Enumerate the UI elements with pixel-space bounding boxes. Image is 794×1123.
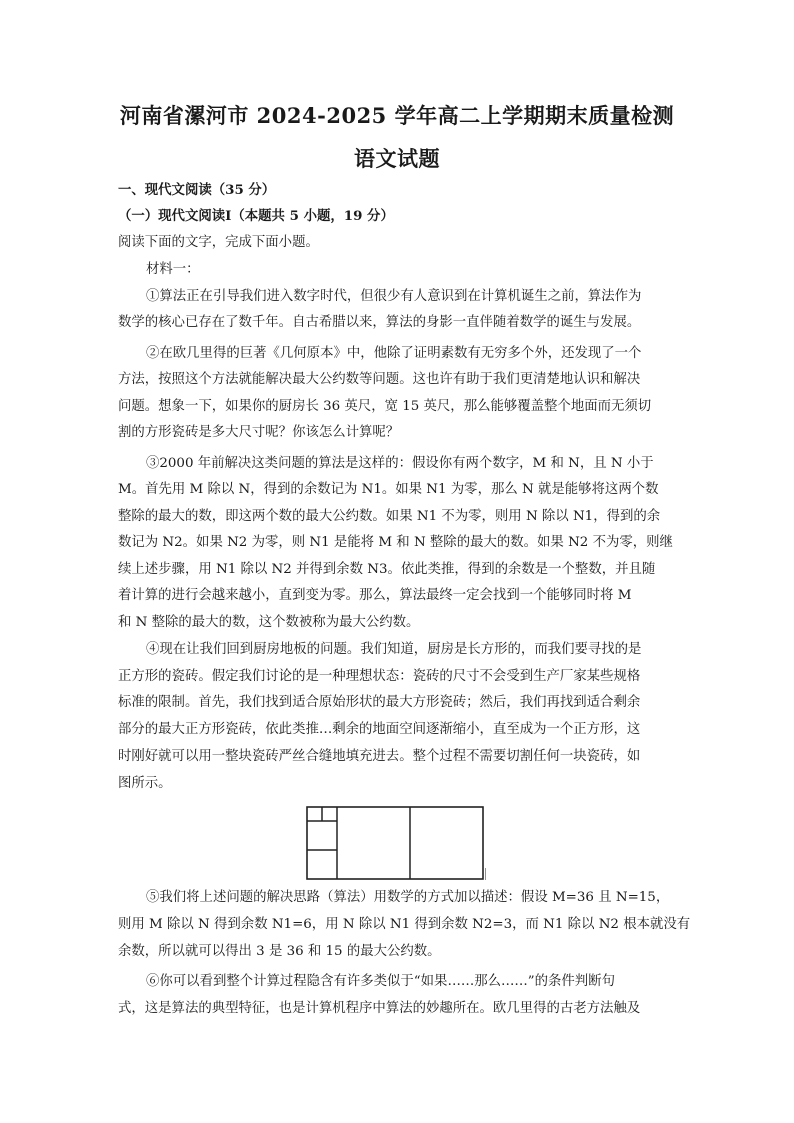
paragraph-line: 余数，所以就可以得出 3 是 36 和 15 的最大公约数。 xyxy=(118,944,441,959)
paragraph-line: 数学的核心已存在了数千年。自古希腊以来，算法的身影一直伴随着数学的诞生与发展。 xyxy=(118,315,641,330)
paragraph-line: 式，这是算法的典型特征，也是计算机程序中算法的妙趣所在。欧几里得的古老方法触及 xyxy=(118,1001,641,1016)
paragraph-line: 标准的限制。首先，我们找到适合原始形状的最大方形瓷砖；然后，我们再找到适合剩余 xyxy=(118,695,641,710)
paragraph-line: 则用 M 除以 N 得到余数 N1=6，用 N 除以 N1 得到余数 N2=3，而 N1 除以 N2 根本就没有 xyxy=(118,917,691,932)
paragraph-line: ⑥你可以看到整个计算过程隐含有许多类似于“如果……那么……”的条件判断句 xyxy=(146,974,615,989)
document-subtitle: 语文试题 xyxy=(354,146,440,171)
paragraph-line: 整除的最大的数，即这两个数的最大公约数。如果 N1 不为零，则用 N 除以 N1，得到的余 xyxy=(118,509,661,524)
paragraph-line: 续上述步骤，用 N1 除以 N2 并得到余数 N3。依此类推，得到的余数是一个整数，并且随 xyxy=(118,562,656,577)
paragraph-line: 方法，按照这个方法就能解决最大公约数等问题。这也许有助于我们更清楚地认识和解决 xyxy=(118,372,641,387)
paragraph-line: ⑤我们将上述问题的解决思路（算法）用数学的方式加以描述：假设 M=36 且 N=15， xyxy=(146,890,670,905)
paragraph-line: 时刚好就可以用一整块瓷砖严丝合缝地填充进去。整个过程不需要切割任何一块瓷砖，如 xyxy=(118,749,641,764)
paragraph-line: 问题。想象一下，如果你的厨房长 36 英尺，宽 15 英尺，那么能够覆盖整个地面而无须切 xyxy=(118,399,652,414)
paragraph-line: 着计算的进行会越来越小，直到变为零。那么，算法最终一定会找到一个能够同时将 M xyxy=(118,588,632,603)
paragraph-line: 数记为 N2。如果 N2 为零，则 N1 是能将 M 和 N 整除的最大的数。如果 N2 不为零，则继 xyxy=(118,535,673,550)
paragraph-line: 部分的最大正方形瓷砖，依此类推…剩余的地面空间逐渐缩小，直至成为一个正方形，这 xyxy=(118,722,641,737)
tile-figure xyxy=(306,806,486,880)
paragraph-line: 图所示。 xyxy=(118,776,172,791)
section-heading: 一、现代文阅读（35 分） xyxy=(118,182,276,198)
document-title: 河南省漯河市 2024-2025 学年高二上学期期末质量检测 xyxy=(119,103,675,128)
paragraph-line: ③2000 年前解决这类问题的算法是这样的：假设你有两个数字，M 和 N，且 N 小于 xyxy=(146,456,654,471)
paragraph-line: 和 N 整除的最大的数，这个数被称为最大公约数。 xyxy=(118,615,420,630)
paragraph-line: 割的方形瓷砖是多大尺寸呢？你该怎么计算呢？ xyxy=(118,425,400,440)
subsection-heading: （一）现代文阅读Ⅰ（本题共 5 小题，19 分） xyxy=(118,208,394,224)
material-label: 材料一： xyxy=(146,262,200,277)
paragraph-line: ④现在让我们回到厨房地板的问题。我们知道，厨房是长方形的，而我们要寻找的是 xyxy=(146,642,642,657)
paragraph-line: ②在欧几里得的巨著《几何原本》中，他除了证明素数有无穷多个外，还发现了一个 xyxy=(146,346,642,361)
paragraph-line: 正方形的瓷砖。假定我们讨论的是一种理想状态：瓷砖的尺寸不会受到生产厂家某些规格 xyxy=(118,669,641,684)
paragraph-line: M。首先用 M 除以 N，得到的余数记为 N1。如果 N1 为零，那么 N 就是能够将这两个数 xyxy=(118,482,659,497)
instruction-text: 阅读下面的文字，完成下面小题。 xyxy=(118,235,319,250)
tile-outline xyxy=(307,807,483,879)
paragraph-line: ①算法正在引导我们进入数字时代，但很少有人意识到在计算机诞生之前，算法作为 xyxy=(146,289,642,304)
